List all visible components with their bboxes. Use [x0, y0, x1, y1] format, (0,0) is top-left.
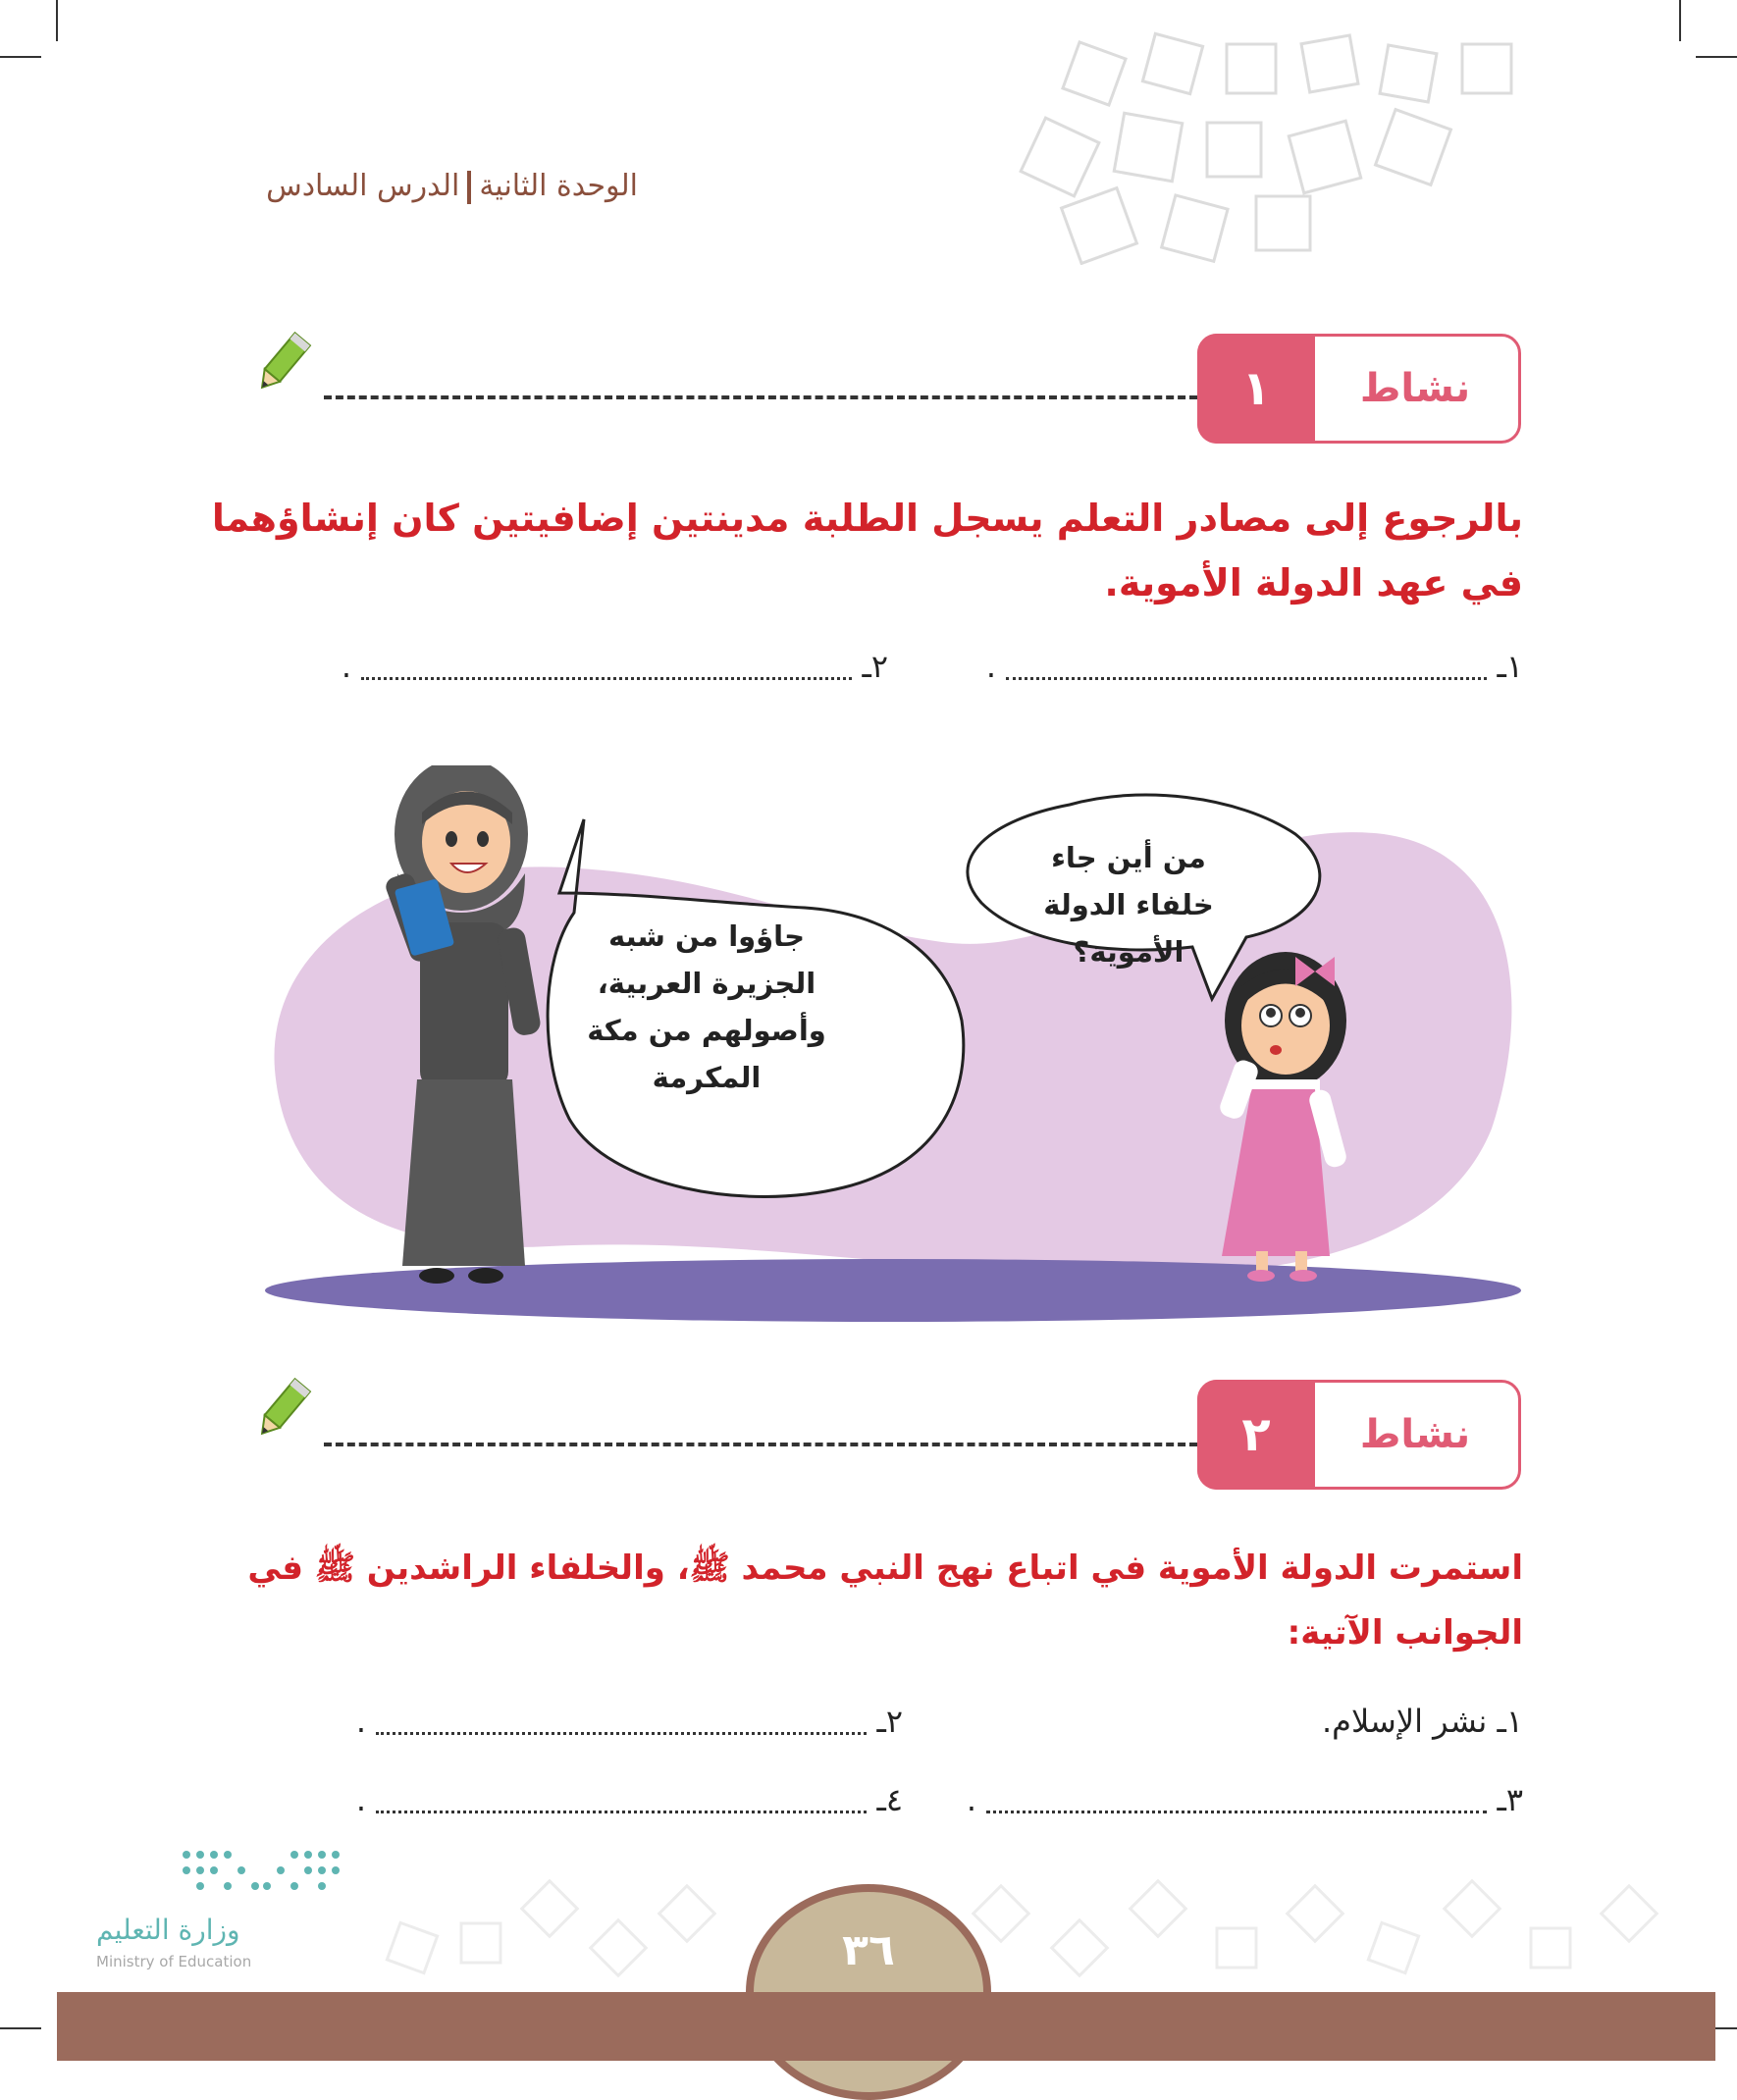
footer-decorative-pattern — [373, 1869, 1708, 1987]
activity1-answer-1[interactable]: ١ـ . — [985, 648, 1523, 685]
activity2-answer-1: ١ـ نشر الإسلام. — [1321, 1703, 1523, 1740]
answer-prefix: ٢ـ — [862, 648, 888, 685]
unit-title: الوحدة الثانية — [479, 169, 638, 203]
girl-bubble-text: من أين جاء خلفاء الدولة الأموية؟ — [1043, 841, 1214, 969]
dialogue-illustration — [255, 765, 1531, 1325]
activity2-question: استمرت الدولة الأموية في اتباع نهج النبي محمد ﷺ، والخلفاء الراشدين ﷺ في الجوانب الآتية: — [247, 1549, 1523, 1653]
header-separator — [467, 171, 471, 204]
lesson-title: الدرس السادس — [266, 169, 460, 203]
answer-blank[interactable] — [986, 1791, 1487, 1813]
crop-mark — [1679, 0, 1681, 41]
activity1-badge — [1197, 334, 1521, 444]
answer-blank[interactable] — [1006, 657, 1487, 680]
footer-bar-cover — [57, 1992, 1715, 2061]
decorative-pattern — [1011, 29, 1600, 265]
ministry-name-arabic: وزارة التعليم — [96, 1914, 240, 1946]
activity2-label: نشاط — [1359, 1412, 1471, 1457]
pencil-icon — [247, 1376, 316, 1444]
ministry-logo-dots — [177, 1845, 353, 1904]
crop-mark — [1696, 56, 1737, 58]
activity2-badge — [1197, 1380, 1521, 1490]
ministry-name-english: Ministry of Education — [96, 1953, 252, 1970]
answer-prefix: ١ـ — [1497, 648, 1523, 685]
answer-prefix: ٢ـ — [876, 1703, 903, 1740]
answer-prefix: ٣ـ — [1497, 1781, 1523, 1818]
activity1-answer-2[interactable]: ٢ـ . — [341, 648, 888, 685]
activity1-divider — [324, 395, 1197, 399]
activity2-answer-3[interactable]: ٣ـ . — [966, 1781, 1523, 1818]
crop-mark — [56, 0, 58, 41]
answer-blank[interactable] — [376, 1712, 867, 1735]
teacher-bubble-text: جاؤوا من شبه الجزيرة العربية، وأصولهم من مكة المكرمة — [587, 919, 826, 1094]
pencil-icon — [247, 330, 316, 398]
activity1-question: بالرجوع إلى مصادر التعلم يسجل الطلبة مدينتين إضافيتين كان إنشاؤهما في عهد الدولة الأموية. — [211, 497, 1523, 604]
page-header — [226, 169, 638, 204]
activity2-number: ٢ — [1197, 1380, 1315, 1490]
activity1-number: ١ — [1197, 334, 1315, 444]
page-number: ٣٦ — [842, 1925, 895, 1975]
answer-prefix: ٤ـ — [876, 1781, 903, 1818]
activity2-answer-4[interactable]: ٤ـ . — [355, 1781, 903, 1818]
activity2-answer-2[interactable]: ٢ـ . — [355, 1703, 903, 1740]
answer-blank[interactable] — [376, 1791, 867, 1813]
activity1-label: نشاط — [1359, 366, 1471, 411]
crop-mark — [0, 2027, 41, 2029]
crop-mark — [0, 56, 41, 58]
answer-blank[interactable] — [361, 657, 852, 680]
activity2-divider — [324, 1443, 1197, 1446]
